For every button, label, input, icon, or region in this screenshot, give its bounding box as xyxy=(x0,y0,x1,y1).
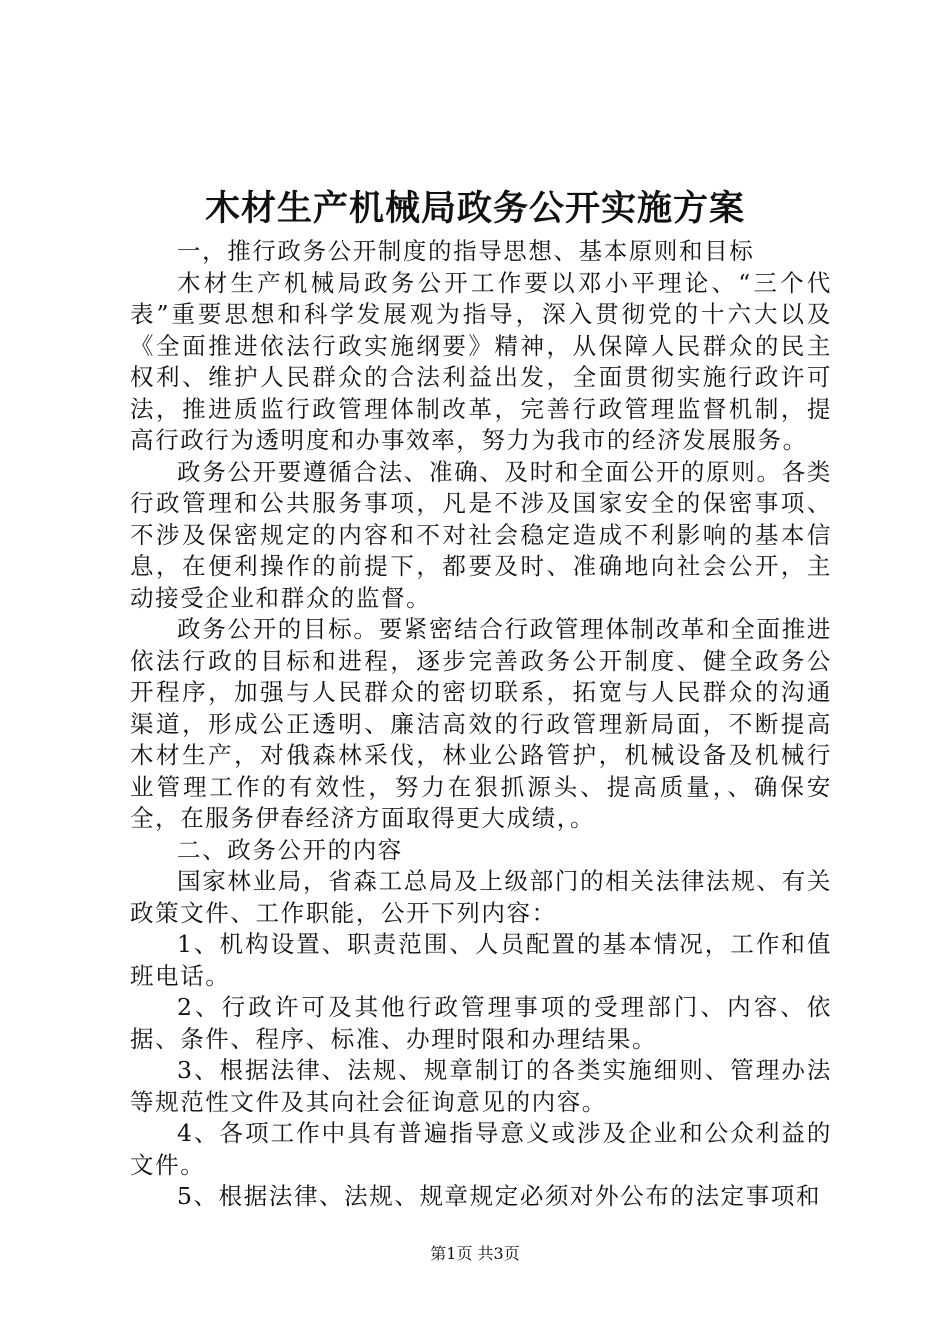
list-item-3: 3、根据法律、法规、规章制订的各类实施细则、管理办法等规范性文件及其向社会征询意见的内容。 xyxy=(130,1056,832,1116)
paragraph-content-intro: 国家林业局，省森工总局及上级部门的相关法律法规、有关政策文件、工作职能，公开下列内容： xyxy=(130,867,832,927)
page-number-footer: 第1页 共3页 xyxy=(430,1244,520,1263)
section-heading-1: 一，推行政务公开制度的指导思想、基本原则和目标 xyxy=(177,237,755,265)
paragraph-principles: 政务公开要遵循合法、准确、及时和全面公开的原则。各类行政管理和公共服务事项，凡是不涉及国家安全的保密事项、不涉及保密规定的内容和不对社会稳定造成不利影响的基本信息，在便利操作的前提下，都要及时、准确地向社会公开，主动接受企业和群众的监督。 xyxy=(130,457,832,612)
document-body xyxy=(130,236,832,1213)
list-item-1: 1、机构设置、职责范围、人员配置的基本情况，工作和值班电话。 xyxy=(130,930,832,990)
list-item-4: 4、各项工作中具有普遍指导意义或涉及企业和公众利益的文件。 xyxy=(130,1119,832,1179)
list-item-2: 2、行政许可及其他行政管理事项的受理部门、内容、依据、条件、程序、标准、办理时限和办理结果。 xyxy=(130,993,832,1053)
paragraph-guiding-ideology: 木材生产机械局政务公开工作要以邓小平理论、“三个代表”重要思想和科学发展观为指导，深入贯彻党的十六大以及《全面推进依法行政实施纲要》精神，从保障人民群众的民主权利、维护人民群众的合法利益出发，全面贯彻实施行政许可法，推进质监行政管理体制改革，完善行政管理监督机制，提高行政行为透明度和办事效率，努力为我市的经济发展服务。 xyxy=(130,268,832,454)
list-item-5: 5、根据法律、法规、规章规定必须对外公布的法定事项和 xyxy=(177,1182,822,1210)
paragraph-goals: 政务公开的目标。要紧密结合行政管理体制改革和全面推进依法行政的目标和进程，逐步完善政务公开制度、健全政务公开程序，加强与人民群众的密切联系，拓宽与人民群众的沟通渠道，形成公正透明、廉洁高效的行政管理新局面，不断提高木材生产，对俄森林采伐，林业公路管护，机械设备及机械行业管理工作的有效性，努力在狠抓源头、提高质量，、确保安全，在服务伊春经济方面取得更大成绩，。 xyxy=(130,615,832,832)
section-heading-2: 二、政务公开的内容 xyxy=(177,835,403,864)
document-title: 木材生产机械局政务公开实施方案 xyxy=(204,188,745,229)
